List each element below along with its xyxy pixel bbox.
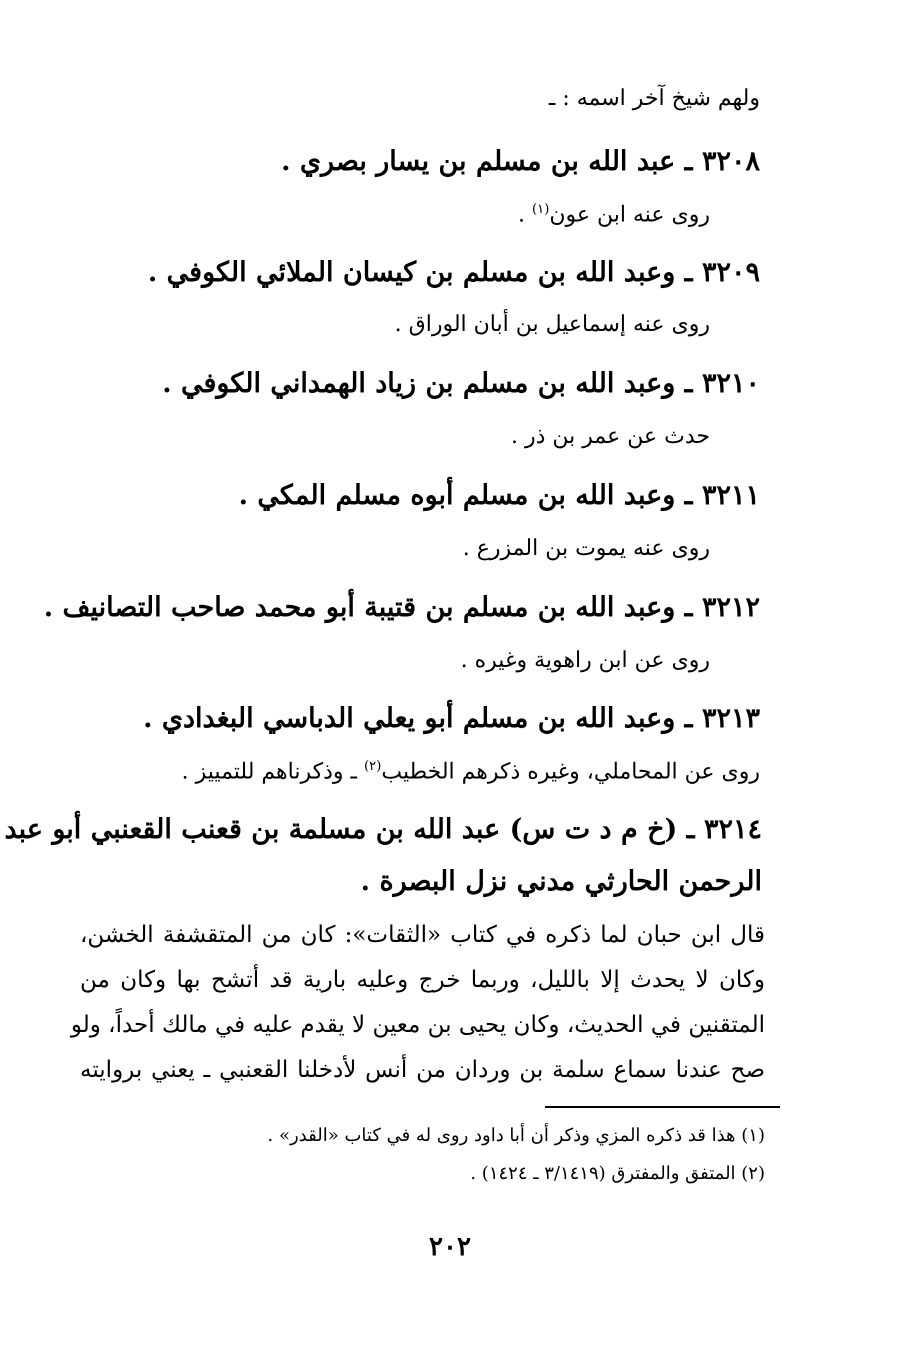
entry-title-3211: ٣٢١١ ـ وعبد الله بن مسلم أبوه مسلم المكي .: [238, 480, 760, 511]
paragraph-line-3: المتقنين في الحديث، وكان يحيى بن معين لا يقدم عليه في مالك أحداً، ولو: [70, 1012, 765, 1038]
footnote-1: (١) هذا قد ذكره المزي وذكر أن أبا داود روى له في كتاب «القدر» .: [267, 1125, 765, 1146]
entry-title-3212: ٣٢١٢ ـ وعبد الله بن مسلم بن قتيبة أبو محمد صاحب التصانيف .: [43, 592, 760, 623]
entry-note-text: روى عن المحاملي، وغيره ذكرهم الخطيب: [381, 759, 760, 785]
entry-note-3211: روى عنه يموت بن المزرع .: [462, 536, 710, 561]
entry-note-3209: روى عنه إسماعيل بن أبان الوراق .: [394, 312, 710, 337]
entry-title-3213: ٣٢١٣ ـ وعبد الله بن مسلم أبو يعلي الدباسي البغدادي .: [143, 703, 760, 734]
entry-title-3209: ٣٢٠٩ ـ وعبد الله بن مسلم بن كيسان الملائي الكوفي .: [147, 257, 760, 288]
footnote-2: (٢) المتفق والمفترق (٣/١٤١٩ ـ ١٤٢٤) .: [470, 1163, 765, 1184]
entry-note-3213: [60, 759, 760, 784]
entry-note-end: .: [517, 202, 532, 228]
entry-title-3210: ٣٢١٠ ـ وعبد الله بن مسلم بن زياد الهمداني الكوفي .: [162, 368, 760, 399]
paragraph-line-2: وكان لا يحدث إلا بالليل، وربما خرج وعليه بارية قد أتشح بها وكان من: [80, 967, 765, 993]
entry-note-end: ـ وذكرناهم للتمييز .: [181, 759, 364, 785]
entry-note-text: روى عنه ابن عون: [549, 202, 710, 228]
main-entry-line-1: ٣٢١٤ ـ (خ م د ت س) عبد الله بن مسلمة بن قعنب القعنبي أبو عبد: [4, 814, 762, 845]
entry-title-3208: ٣٢٠٨ ـ عبد الله بن مسلم بن يسار بصري .: [281, 146, 760, 177]
entry-note-3212: روى عن ابن راهوية وغيره .: [460, 648, 710, 673]
paragraph-line-4: صح عندنا سماع سلمة بن وردان من أنس لأدخلنا القعنبي ـ يعني بروايته: [80, 1057, 765, 1083]
footnote-ref-1: (١): [531, 202, 550, 217]
main-entry-line-2: الرحمن الحارثي مدني نزل البصرة .: [360, 866, 762, 897]
entry-note-3208: [60, 202, 710, 227]
footnote-divider: [545, 1106, 780, 1108]
page-number: ٢٠٢: [429, 1232, 471, 1262]
entry-note-3210: حدث عن عمر بن ذر .: [511, 424, 710, 449]
paragraph-line-1: قال ابن حبان لما ذكره في كتاب «الثقات»: كان من المتقشفة الخشن،: [80, 922, 765, 948]
intro-line: ولهم شيخ آخر اسمه : ـ: [548, 86, 760, 111]
footnote-ref-2: (٢): [363, 759, 382, 774]
